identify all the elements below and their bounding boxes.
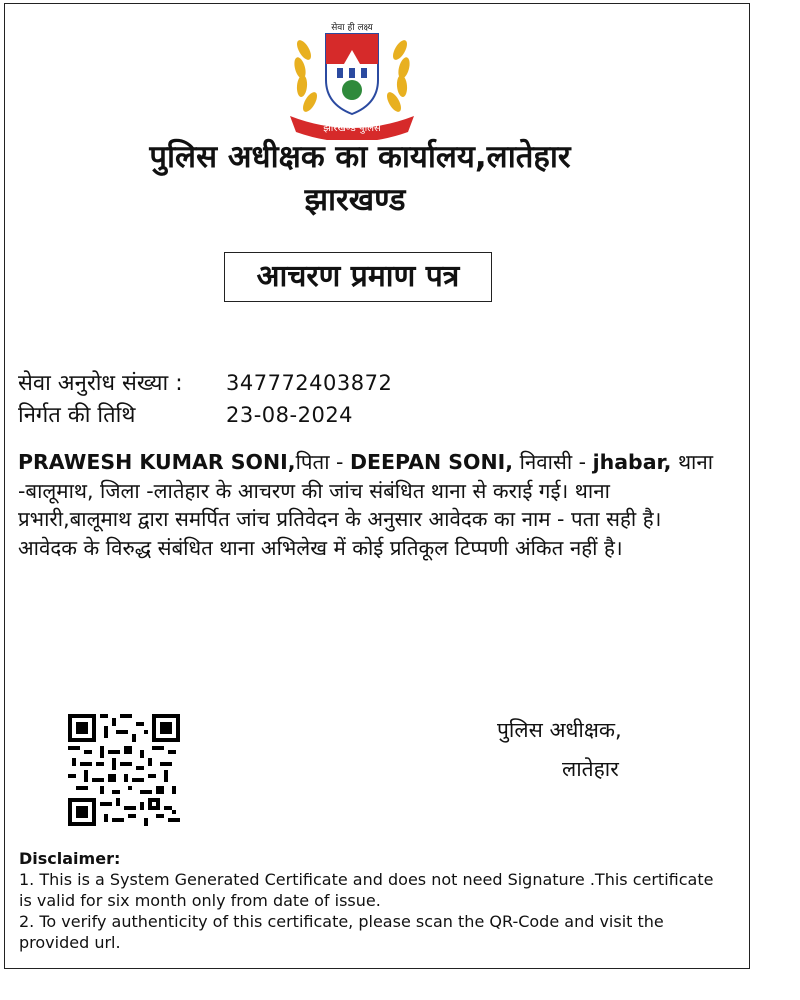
emblem-motto: सेवा ही लक्ष्य xyxy=(331,23,373,33)
father-name: DEEPAN SONI, xyxy=(349,450,514,474)
disclaimer-heading: Disclaimer: xyxy=(19,849,121,868)
police-emblem-icon xyxy=(282,20,422,140)
disclaimer-point-2: 2. To verify authenticity of this certificate, please scan the QR-Code and visit the provided url. xyxy=(19,912,664,952)
signatory-location: लातेहार xyxy=(562,757,619,781)
certificate-title: आचरण प्रमाण पत्र xyxy=(224,252,492,302)
office-title: पुलिस अधीक्षक का कार्यालय,लातेहार xyxy=(149,139,571,175)
residence-value: jhabar, xyxy=(592,450,672,474)
qr-code-icon[interactable] xyxy=(68,714,180,826)
emblem-ribbon-text: झारखण्ड पुलिस xyxy=(323,123,381,134)
certificate-body xyxy=(18,448,718,562)
signatory-title: पुलिस अधीक्षक, xyxy=(497,718,622,742)
applicant-name: PRAWESH KUMAR SONI, xyxy=(18,450,296,474)
body-text: थाना -बालूमाथ, जिला -लातेहार के आचरण की जांच संबंधित थाना से कराई गई। थाना प्रभारी,बालूमाथ द्वारा समर्पित जांच प्रतिवेदन के अनुसार आवेदक का नाम - पता सही है। आवेदक के विरुद्ध संबंधित थाना अभिलेख में कोई प्रतिकूल टिप्पणी अंकित नहीं है। xyxy=(18,450,714,560)
issue-date-value: 23-08-2024 xyxy=(226,403,354,427)
request-number-value: 347772403872 xyxy=(226,371,393,395)
disclaimer-point-1: 1. This is a System Generated Certificate and does not need Signature .This certificate is valid for six month only from date of issue. xyxy=(19,870,714,910)
request-number-row xyxy=(18,367,392,397)
disclaimer xyxy=(19,848,719,953)
residence-label: निवासी - xyxy=(513,450,587,474)
request-number-label: सेवा अनुरोध संख्या : xyxy=(18,371,183,396)
issue-date-row xyxy=(18,399,353,429)
father-label: पिता - xyxy=(295,450,350,474)
office-state: झारखण्ड xyxy=(304,182,406,218)
issue-date-label: निर्गत की तिथि xyxy=(18,403,136,428)
